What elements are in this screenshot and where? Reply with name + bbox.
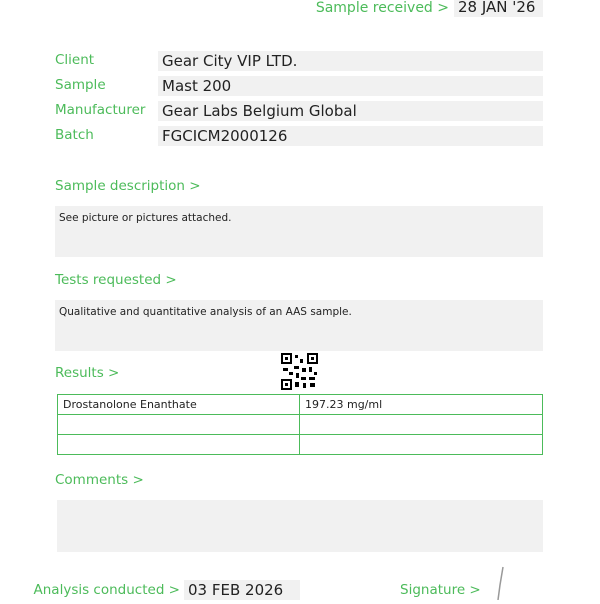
results-heading: Results > — [55, 365, 120, 381]
table-row — [58, 435, 543, 455]
client-value: Gear City VIP LTD. — [158, 51, 543, 71]
manufacturer-value: Gear Labs Belgium Global — [158, 101, 543, 121]
table-row — [58, 415, 543, 435]
amount-cell: 197.23 mg/ml — [300, 395, 543, 415]
results-table — [57, 394, 543, 455]
sample-received-date: 28 JAN '26 — [454, 0, 543, 17]
amount-cell — [300, 435, 543, 455]
compound-cell: Drostanolone Enanthate — [58, 395, 300, 415]
manufacturer-label: Manufacturer — [55, 102, 146, 118]
sample-description-heading: Sample description > — [55, 178, 201, 194]
batch-value: FGCICM2000126 — [158, 126, 543, 146]
compound-cell — [58, 415, 300, 435]
comments-text — [57, 500, 543, 552]
client-label: Client — [55, 52, 95, 68]
comments-heading: Comments > — [55, 472, 144, 488]
sample-description-text: See picture or pictures attached. — [55, 206, 543, 257]
tests-requested-heading: Tests requested > — [55, 272, 177, 288]
tests-requested-text: Qualitative and quantitative analysis of an AAS sample. — [55, 300, 543, 351]
analysis-conducted-date: 03 FEB 2026 — [184, 580, 300, 600]
signature-mark — [490, 565, 510, 600]
compound-cell — [58, 435, 300, 455]
table-row — [58, 395, 543, 415]
sample-label: Sample — [55, 77, 106, 93]
sample-received-label: Sample received > — [315, 0, 449, 16]
sample-value: Mast 200 — [158, 76, 543, 96]
batch-label: Batch — [55, 127, 94, 143]
signature-label: Signature > — [400, 582, 481, 598]
amount-cell — [300, 415, 543, 435]
analysis-conducted-label: Analysis conducted > — [33, 582, 180, 598]
qr-code-icon — [281, 353, 318, 390]
